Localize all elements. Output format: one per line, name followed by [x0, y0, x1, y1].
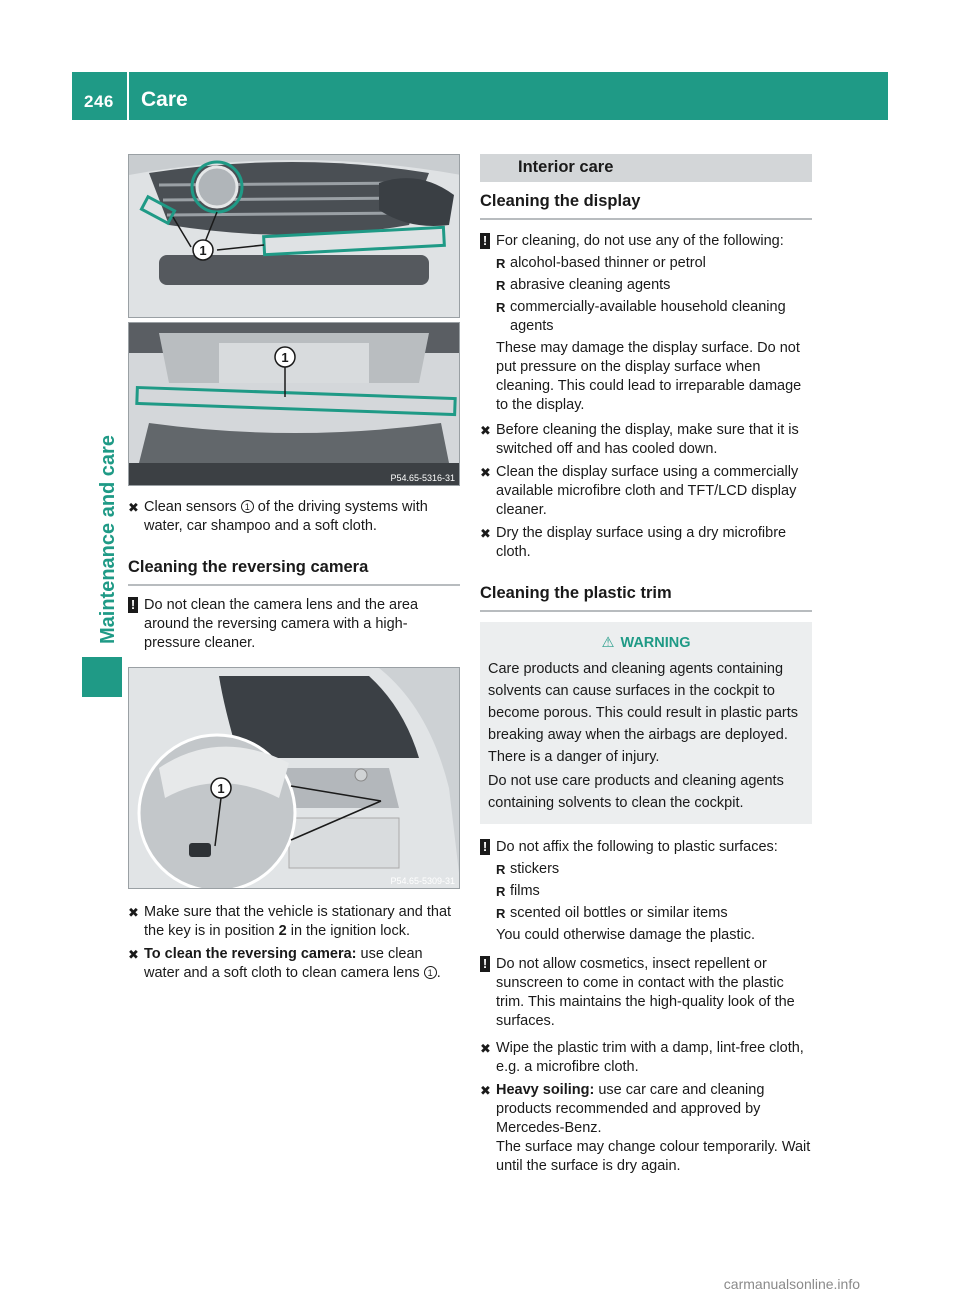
- left-column: [128, 154, 460, 983]
- step-arrow-icon: ✖: [128, 905, 139, 920]
- step-display-clean: ✖ Clean the display surface using a commercially available microfibre cloth and TFT/LCD display cleaner.: [480, 464, 799, 518]
- step-clean-camera: ✖ To clean the reversing camera: use clean water and a soft cloth to clean camera lens 1 .: [128, 946, 441, 981]
- right-column: [480, 154, 812, 1176]
- affix-damage-text: You could otherwise damage the plastic.: [496, 927, 756, 943]
- page-number-box: [72, 72, 126, 120]
- callout-number-icon: 1: [241, 500, 254, 513]
- exclamation-icon: !: [480, 839, 490, 855]
- step-arrow-icon: ✖: [128, 500, 139, 515]
- notice-display-cleaning: ! For cleaning, do not use any of the following:: [480, 232, 812, 251]
- warning-title: ⚠ WARNING: [488, 632, 804, 654]
- step-arrow-icon: ✖: [480, 526, 491, 541]
- heavy-soiling-note: The surface may change colour temporarily. Wait until the surface is dry again.: [496, 1139, 811, 1174]
- step-arrow-icon: ✖: [480, 465, 491, 480]
- front-bumper-figure: [128, 154, 460, 318]
- heading-plastic-trim: Cleaning the plastic trim: [480, 584, 812, 612]
- bullet-icon: R: [496, 862, 506, 877]
- reversing-camera-illustration: [129, 668, 460, 889]
- warning-instruction: Do not use care products and cleaning agents containing solvents to clean the cockpit.: [488, 773, 784, 811]
- chapter-side-tab: [82, 122, 122, 652]
- list-item: R films: [496, 883, 540, 899]
- notice-reversing-camera: ! Do not clean the camera lens and the area around the reversing camera with a high-pressure cleaner.: [128, 596, 460, 653]
- bullet-icon: R: [496, 300, 506, 315]
- bullet-icon: R: [496, 906, 506, 921]
- bullet-icon: R: [496, 278, 506, 293]
- step-arrow-icon: ✖: [480, 423, 491, 438]
- step-heavy-soiling: ✖ Heavy soiling: use car care and cleaning products recommended and approved by Mercedes-Benz. The surface may change colour temporarily. Wait until the surface is dry again.: [480, 1082, 811, 1174]
- list-item: R alcohol-based thinner or petrol: [496, 255, 706, 271]
- front-callout-label: 1: [199, 243, 207, 258]
- notice-affix: ! Do not affix the following to plastic surfaces:: [480, 838, 812, 857]
- exclamation-icon: !: [128, 597, 138, 613]
- bullet-icon: R: [496, 884, 506, 899]
- step-wipe-trim: ✖ Wipe the plastic trim with a damp, lint-free cloth, e.g. a microfibre cloth.: [480, 1040, 804, 1075]
- front-bumper-illustration: [129, 155, 460, 318]
- section-title: Care: [141, 88, 188, 111]
- warning-box: [480, 622, 812, 824]
- rear-bumper-figure: [128, 322, 460, 486]
- list-item: R abrasive cleaning agents: [496, 277, 671, 293]
- display-damage-text: These may damage the display surface. Do not put pressure on the display surface when cleaning. This could lead to irreparable damage to the display.: [496, 340, 802, 413]
- interior-care-band: Interior care: [480, 154, 812, 182]
- heading-reversing-camera: Cleaning the reversing camera: [128, 558, 460, 586]
- step-arrow-icon: ✖: [128, 947, 139, 962]
- step-arrow-icon: ✖: [480, 1083, 491, 1098]
- bullet-icon: R: [496, 256, 506, 271]
- warning-triangle-icon: ⚠: [601, 635, 615, 651]
- step-arrow-icon: ✖: [480, 1041, 491, 1056]
- reversing-camera-figure: [128, 667, 460, 889]
- step-vehicle-stationary: ✖ Make sure that the vehicle is stationary and that the key is in position 2 in the ignition lock.: [128, 904, 452, 939]
- heading-cleaning-display: Cleaning the display: [480, 192, 812, 220]
- exclamation-icon: !: [480, 233, 490, 249]
- page-header: [72, 72, 888, 120]
- list-item: R scented oil bottles or similar items: [496, 905, 728, 921]
- rear-bumper-figure-code: P54.65-5316-31: [390, 473, 455, 483]
- chapter-label: Maintenance and care: [97, 435, 119, 644]
- chapter-marker-block: [82, 657, 122, 697]
- footer-watermark: carmanualsonline.info: [723, 1276, 860, 1292]
- exclamation-icon: !: [480, 956, 490, 972]
- rear-bumper-illustration: [129, 323, 460, 486]
- list-item: R commercially-available household cleaning agents: [496, 299, 786, 334]
- camera-figure-code: P54.65-5309-31: [390, 876, 455, 886]
- header-divider: [127, 72, 129, 120]
- step-display-off: ✖ Before cleaning the display, make sure that it is switched off and has cooled down.: [480, 422, 799, 457]
- step-clean-sensors: ✖ Clean sensors 1 of the driving systems with water, car shampoo and a soft cloth.: [128, 499, 428, 534]
- notice-cosmetics: ! Do not allow cosmetics, insect repellent or sunscreen to come in contact with the plastic trim. This maintains the high-quality look of the surfaces.: [480, 955, 812, 1031]
- list-item: R stickers: [496, 861, 560, 877]
- callout-number-icon: 1: [424, 966, 437, 979]
- rear-callout-label: 1: [281, 350, 289, 365]
- page-number: 246: [84, 92, 114, 111]
- step-display-dry: ✖ Dry the display surface using a dry microfibre cloth.: [480, 525, 787, 560]
- warning-text: Care products and cleaning agents containing solvents can cause surfaces in the cockpit to become porous. This could result in plastic parts breaking away when the airbags are deployed. There is a danger of injury.: [488, 661, 799, 765]
- camera-callout-label: 1: [217, 781, 225, 796]
